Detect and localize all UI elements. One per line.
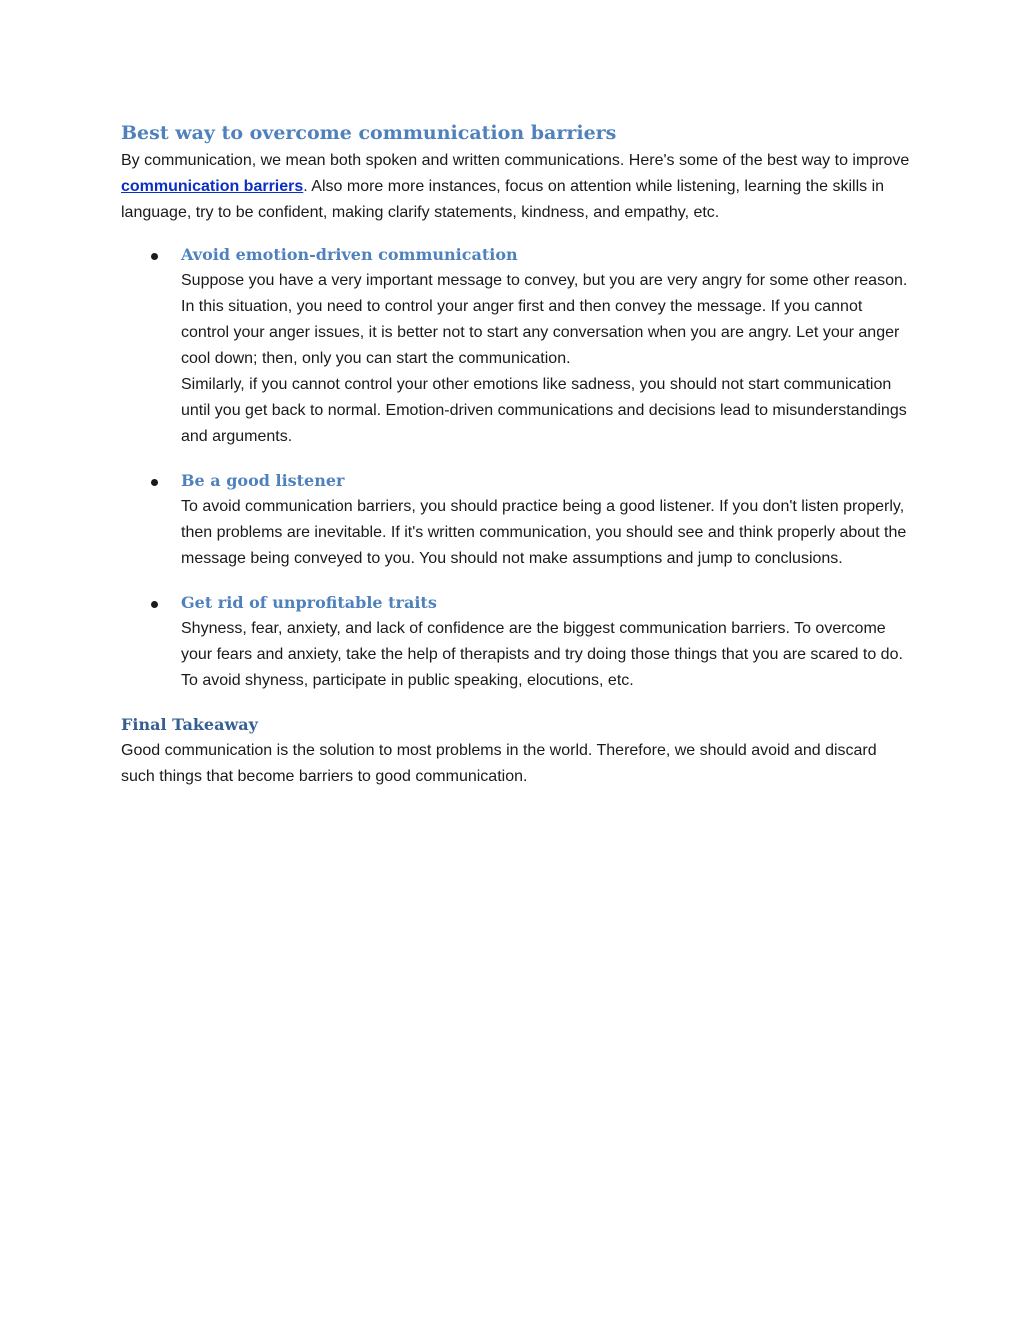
bullet-icon [151,479,158,486]
document-title: Best way to overcome communication barriers [121,122,617,144]
item-heading: Avoid emotion-driven communication [181,245,518,264]
bullet-icon [151,253,158,260]
communication-barriers-link[interactable]: communication barriers [121,178,304,195]
intro-text-after-link: . Also more more instances, focus on attention while listening, learning the skills in language, try to be confident, making clarify statements, kindness, and empathy, etc. [121,178,885,221]
item-paragraph: Shyness, fear, anxiety, and lack of confidence are the biggest communication barriers. To overcome your fears and anxiety, take the help of therapists and try doing those things that you are scared to do. To avoid shyness, participate in public speaking, elocutions, etc. [181,620,903,689]
final-takeaway-paragraph: Good communication is the solution to most problems in the world. Therefore, we should avoid and discard such things that become barriers to good communication. [121,742,877,785]
tips-list [121,242,911,694]
document-page [121,118,911,790]
item-paragraph: To avoid communication barriers, you should practice being a good listener. If you don't listen properly, then problems are inevitable. If it's written communication, you should see and think properly about the message being conveyed to you. You should not make assumptions and jump to conclusions. [181,498,907,567]
list-item-good-listener [121,468,911,572]
item-heading: Get rid of unprofitable traits [181,593,437,612]
intro-text-before-link: By communication, we mean both spoken and written communications. Here's some of the best way to improve [121,152,910,169]
item-paragraph: Suppose you have a very important message to convey, but you are very angry for some other reason. In this situation, you need to control your anger first and then convey the message. If you cannot control your anger issues, it is better not to start any conversation when you are angry. Let your anger cool down; then, only you can start the communication. [181,272,908,367]
final-takeaway-heading: Final Takeaway [121,715,258,734]
bullet-icon [151,601,158,608]
list-item-unprofitable-traits [121,590,911,694]
intro-paragraph [121,148,911,226]
item-paragraph: Similarly, if you cannot control your other emotions like sadness, you should not start communication until you get back to normal. Emotion-driven communications and decisions lead to misunderstandings and arguments. [181,376,907,445]
list-item-avoid-emotion [121,242,911,450]
item-heading: Be a good listener [181,471,345,490]
